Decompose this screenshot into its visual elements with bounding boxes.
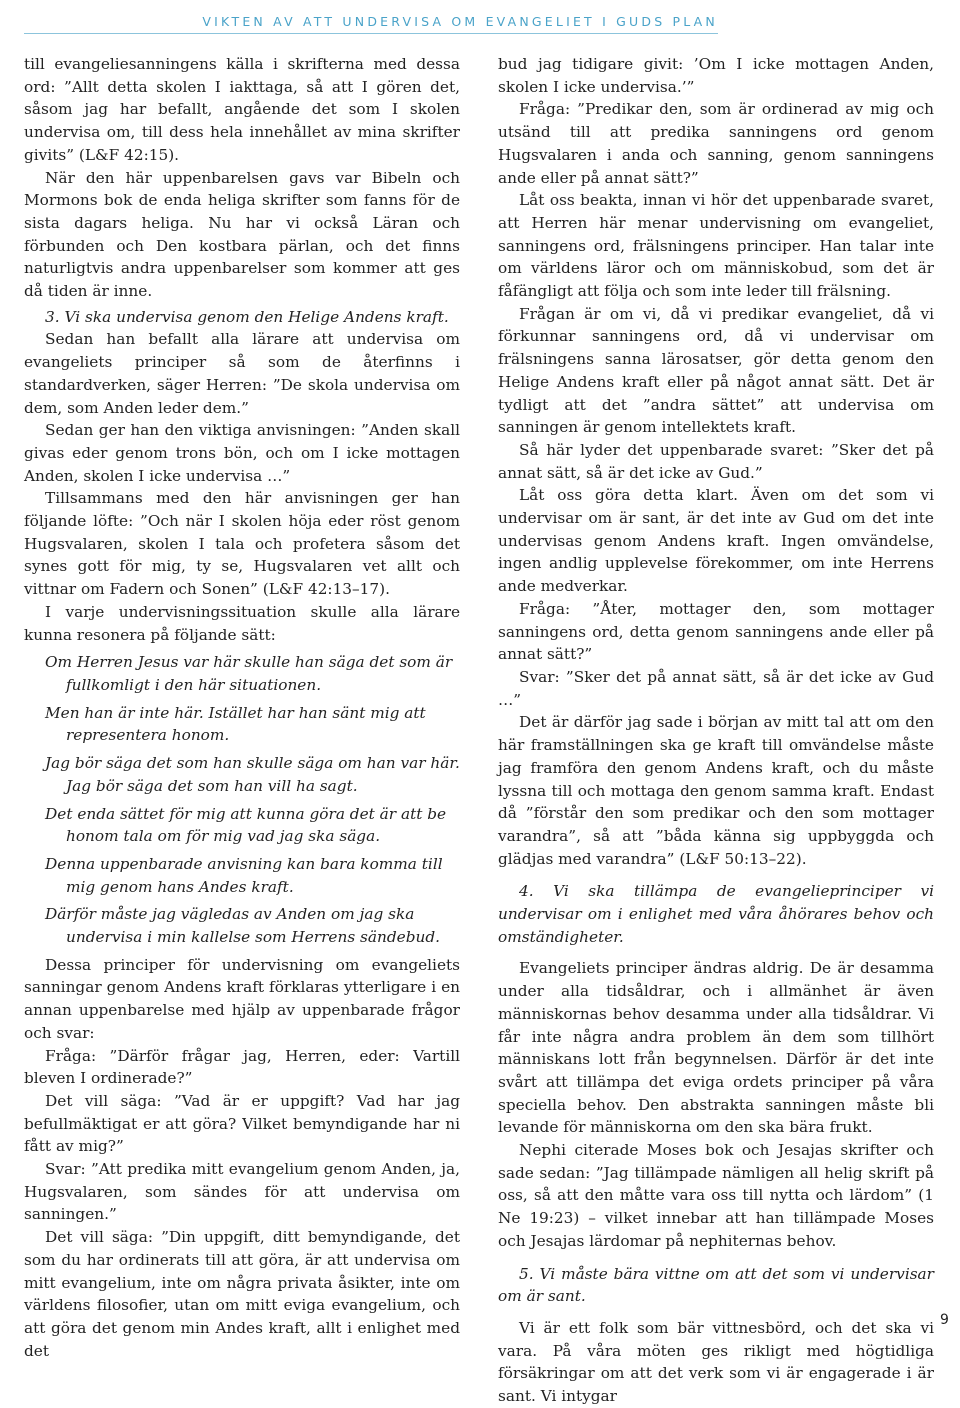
paragraph: bud jag tidigare givit: ’Om I icke mottagen Anden, skolen I icke undervisa.’” xyxy=(498,55,934,96)
paragraph: Fråga: ”Åter, mottager den, som mottager sanningens ord, detta genom sanningens ande eller på annat sätt?” xyxy=(498,599,934,664)
right-text-column xyxy=(498,53,934,1408)
paragraph: Fråga: ”Predikar den, som är ordinerad av mig och utsänd till att predika sanningens ord genom Hugsvalaren i anda och sanning, genom sanningens ande eller på annat sätt?” xyxy=(498,100,934,187)
section-heading: 3. Vi ska undervisa genom den Helige Andens kraft. xyxy=(45,307,449,326)
section-heading: 5. Vi måste bära vittne om att det som vi undervisar om är sant. xyxy=(498,1264,934,1306)
paragraph: Svar: ”Att predika mitt evangelium genom Anden, ja, Hugsvalaren, som sändes för att undervisa om sanningen.” xyxy=(24,1160,460,1224)
paragraph: I varje undervisningssituation skulle alla lärare kunna resonera på följande sätt: xyxy=(24,602,460,644)
page-number: 9 xyxy=(940,1312,949,1328)
section-heading: 4. Vi ska tillämpa de evangelieprinciper vi undervisar om i enlighet med våra åhörares behov och omständigheter. xyxy=(498,882,934,946)
paragraph: Evangeliets principer ändras aldrig. De är desamma under alla tidsåldrar, och i allmänhet är även människornas behov desamma under alla tidsåldrar. Vi får inte några andra problem än dem som tillhört människans lott från begynnelsen. Därför är det inte svårt att tillämpa det eviga ordets principer på våra speciella behov. Den abstrakta sanningen måste bli levande för människorna om den ska bära frukt. xyxy=(498,959,934,1137)
paragraph: Sedan han befallt alla lärare att undervisa om evangeliets principer så som de återfinns i standardverken, säger Herren: ”De skola undervisa om dem, som Anden leder dem.” xyxy=(24,330,460,417)
running-header: VIKTEN AV ATT UNDERVISA OM EVANGELIET I GUDS PLAN xyxy=(202,14,718,29)
quote-line: Det enda sättet för mig att kunna göra det är att be honom tala om för mig vad jag ska säga. xyxy=(45,804,447,846)
paragraph: Vi är ett folk som bär vittnesbörd, och det ska vi vara. På våra möten ges rikligt med högtidliga försäkringar om att det verk som vi är engagerade i är sant. Vi intygar xyxy=(498,1318,934,1406)
paragraph: Fråga: ”Därför frågar jag, Herren, eder: Vartill bleven I ordinerade?” xyxy=(24,1046,460,1088)
quote-line: Om Herren Jesus var här skulle han säga det som är fullkomligt i den här situationen. xyxy=(45,653,453,694)
quote-line: Därför måste jag vägledas av Anden om jag ska undervisa i min kallelse som Herrens sändebud. xyxy=(45,905,441,947)
paragraph: Så här lyder det uppenbarade svaret: ”Sker det på annat sätt, så är det icke av Gud.” xyxy=(498,440,934,482)
left-text-column xyxy=(24,53,460,1362)
paragraph: Svar: ”Sker det på annat sätt, så är det icke av Gud …” xyxy=(498,667,934,709)
quote-line: Men han är inte här. Istället har han sänt mig att representera honom. xyxy=(45,703,426,745)
paragraph: Frågan är om vi, då vi predikar evangeliet, då vi förkunnar sanningens ord, då vi undervisar om frälsningens sanna lärosatser, gör detta genom den Helige Andens kraft eller på något annat sätt. Det är tydligt att det ”andra sättet” att undervisa om sanningen är genom intellektets kraft. xyxy=(498,304,934,437)
header-divider xyxy=(24,33,718,34)
quote-line: Jag bör säga det som han skulle säga om han var här. Jag bör säga det som han vill ha sagt. xyxy=(45,754,460,795)
paragraph: Tillsammans med den här anvisningen ger han följande löfte: ”Och när I skolen höja eder röst genom Hugsvalaren, skolen I tala och profetera såsom det synes gott för mig, ty se, Hugsvalaren vet allt och vittnar om Fadern och Sonen” (L&F 42:13–17). xyxy=(24,489,460,599)
paragraph: Det är därför jag sade i början av mitt tal att om den här framställningen ska ge kraft till omvändelse måste jag framföra den genom Andens kraft, och du måste lyssna till och mottaga den genom samma kraft. Endast då ”förstår den som predikar och den som mottager varandra”, så att ”båda känna sig uppbyggda och glädjas med varandra” (L&F 50:13–22). xyxy=(498,713,934,868)
quote-line: Denna uppenbarade anvisning kan bara komma till mig genom hans Andes kraft. xyxy=(45,854,443,896)
paragraph: Låt oss beakta, innan vi hör det uppenbarade svaret, att Herren här menar undervisning om evangeliet, sanningens ord, frälsningens principer. Han talar inte om världens läror och om människobud, som det är fåfängligt att följa och som inte leder till frälsning. xyxy=(498,191,934,301)
paragraph: Det vill säga: ”Din uppgift, ditt bemyndigande, det som du har ordinerats till att göra, är att undervisa om mitt evangelium, inte om några privata åsikter, inte om världens filosofier, utan om mitt eviga evangelium, och att göra det genom min Andes kraft, allt i enlighet med det xyxy=(24,1228,460,1360)
paragraph: Nephi citerade Moses bok och Jesajas skrifter och sade sedan: ”Jag tillämpade nämligen all helig skrift på oss, så att den måtte vara oss till nytta och lärdom” (1 Ne 19:23) – vilket innebar att han tillämpade Moses och Jesajas lärdomar på nephiternas behov. xyxy=(498,1141,934,1250)
paragraph: Det vill säga: ”Vad är er uppgift? Vad har jag befullmäktigat er att göra? Vilket bemyndigande har ni fått av mig?” xyxy=(24,1091,460,1156)
paragraph: till evangeliesanningens källa i skrifterna med dessa ord: ”Allt detta skolen I iakttaga, så att I gören det, såsom jag har befallt, angående det som I skolen undervisa om, till dess hela innehållet av mina skrifter givits” (L&F 42:15). xyxy=(24,55,460,164)
paragraph: Dessa principer för undervisning om evangeliets sanningar genom Andens kraft förklaras ytterligare i en annan uppenbarelse med hjälp av uppenbarade frågor och svar: xyxy=(24,955,460,1042)
paragraph: Låt oss göra detta klart. Även om det som vi undervisar om är sant, är det inte av Gud om det inte undervisas genom Andens kraft. Ingen omvändelse, ingen andlig upplevelse förekommer, om inte Herrens ande medverkar. xyxy=(498,486,934,596)
paragraph: Sedan ger han den viktiga anvisningen: ”Anden skall givas eder genom trons bön, och om I icke mottagen Anden, skolen I icke undervisa …” xyxy=(24,421,460,485)
paragraph: När den här uppenbarelsen gavs var Bibeln och Mormons bok de enda heliga skrifter som fanns för de sista dagars heliga. Nu har vi också Läran och förbunden och Den kostbara pärlan, och det finns naturligtvis andra uppenbarelser som kommer att ges då tiden är inne. xyxy=(24,168,460,301)
